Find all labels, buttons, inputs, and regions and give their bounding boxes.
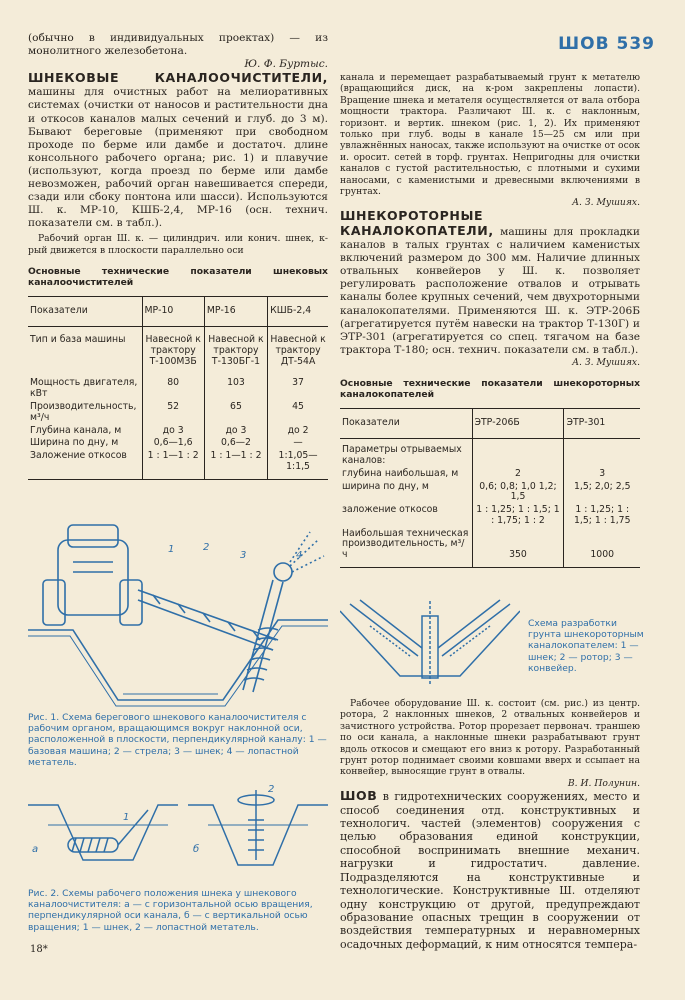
table-cell: 1 : 1,25; 1 : 1,5; 1 : 1,75; 1 : 2 bbox=[472, 504, 564, 528]
table-cell: Навесной к трактору Т-130БГ-1 bbox=[204, 327, 267, 369]
figure-label: 2 bbox=[203, 542, 210, 553]
figure-label: а bbox=[32, 844, 39, 855]
table-row bbox=[28, 437, 328, 450]
table-row bbox=[340, 468, 640, 481]
table-cell: заложение откосов bbox=[342, 504, 438, 516]
table-cell: 52 bbox=[142, 401, 204, 425]
article-signature: А. З. Мушиях. bbox=[572, 356, 640, 368]
table-cell: 3 bbox=[564, 468, 640, 481]
figure-label: 1 bbox=[123, 812, 130, 823]
table-cell: 1000 bbox=[564, 528, 640, 568]
table-row bbox=[28, 327, 328, 369]
table1-header: МР-16 bbox=[204, 297, 267, 327]
figure-1-drawing bbox=[28, 510, 328, 710]
table2-header-row bbox=[340, 409, 640, 439]
figure-3-drawing bbox=[340, 596, 520, 686]
article-paragraph: Рабочее оборудование Ш. к. состоит (см. рис.) из центр. ротора, 2 наклонных шнеков, 2 отвальных конвейеров и зачистного устройства. Ротор прорезает первонач. траншею по оси канала, а наклонные шнеки разрабатывают грунт вдоль откосов и смещают его вниз к ротору. Разработанный грунт ротор поднимает своими ковшами вверх и ссыпает на конвейер, выносящие грунт в отвалы. bbox=[340, 698, 640, 778]
table2 bbox=[340, 408, 640, 568]
table-cell: ширина по дну, м bbox=[342, 480, 429, 492]
table-cell: Ширина по дну, м bbox=[30, 437, 119, 449]
table-cell: до 2 bbox=[268, 425, 328, 438]
table-cell: Мощность двигателя, кВт bbox=[30, 377, 138, 400]
table-row bbox=[340, 439, 640, 468]
table-cell: Тип и база машины bbox=[30, 334, 126, 346]
table1 bbox=[28, 296, 328, 480]
article-signature: А. З. Мушиях. bbox=[572, 197, 640, 209]
left-column bbox=[28, 32, 328, 480]
table-cell: 1 : 1—1 : 2 bbox=[204, 450, 267, 479]
figure-2-drawing bbox=[28, 780, 328, 880]
table-cell: Заложение откосов bbox=[28, 450, 142, 479]
table-cell: 350 bbox=[472, 528, 564, 568]
table1-header: КШБ-2,4 bbox=[268, 297, 328, 327]
table-cell: 0,6—2 bbox=[204, 437, 267, 450]
article-paragraph-2: Рабочий орган Ш. к. — цилиндрич. или конич. шнек, к-рый движется в плоскости параллельно оси bbox=[28, 233, 328, 256]
figure-label: 2 bbox=[268, 784, 275, 795]
table-cell: 1 : 1,25; 1 : 1,5; 1 : 1,75 bbox=[564, 504, 640, 528]
figure-3-caption: Схема разработки грунта шнекороторным каналокопателем: 1 — шнек; 2 — ротор; 3 — конвейер. bbox=[528, 618, 644, 674]
table-cell: до 3 bbox=[142, 425, 204, 438]
table2-header: ЭТР-301 bbox=[564, 409, 640, 439]
table2-header: ЭТР-206Б bbox=[472, 409, 564, 439]
table-cell: 1,5; 2,0; 2,5 bbox=[564, 481, 640, 505]
article-heading: ШНЕКОВЫЕ КАНАЛООЧИСТИТЕЛИ, bbox=[28, 70, 328, 86]
right-column-bottom bbox=[340, 698, 640, 951]
article-signature: В. И. Полунин. bbox=[567, 777, 640, 789]
table-row bbox=[28, 450, 328, 479]
article-heading: ШНЕКОРОТОРНЫЕ КАНАЛОКОПАТЕЛИ, bbox=[340, 207, 494, 238]
table-row bbox=[340, 481, 640, 505]
intro-paragraph: (обычно в индивидуальных проектах) — из монолитного железобетона. bbox=[28, 32, 328, 58]
table-cell: Навесной к трактору ДТ-54А bbox=[268, 327, 328, 369]
article-continuation: канала и перемещает разрабатываемый грунт к метателю (вращающийся диск, на к-ром закреплены лопасти). Вращение шнека и метателя осуществляется от вала отбора мощности трактора. Различают Ш. к. с наклонным, горизонт. и вертик. шнеком (рис. 1, 2). Их применяют только при глуб. воды в канале 15—25 см или при увлажнённых наносах, также используют на очистке от осок и. оросит. сетей в торф. грунтах. Непригодны для очистки каналов с густой растительностью, с плотными и сухими наносами, с каменистыми и древесными включениями в грунтах. bbox=[340, 72, 640, 198]
table-cell: Производительность, м³/ч bbox=[30, 401, 137, 423]
figure-label: 3 bbox=[240, 550, 247, 561]
table1-title: Основные технические показатели шнековых каналоочистителей bbox=[28, 266, 328, 289]
figure-2-caption: Рис. 2. Схемы рабочего положения шнека у шнекового каналоочистителя: а — с горизонтальной осью вращения, перпендикулярной оси канала, б — с вертикальной осью вращения; 1 — шнек, 2 — лопастной метатель. bbox=[28, 888, 313, 933]
table-row bbox=[28, 425, 328, 438]
intro-signature: Ю. Ф. Буртыс. bbox=[244, 58, 328, 71]
intro-text bbox=[28, 32, 328, 71]
table-cell: Глубина канала, м bbox=[30, 424, 122, 436]
table1-header: МР-10 bbox=[142, 297, 204, 327]
table1-header-row bbox=[28, 297, 328, 327]
article-paragraph: в гидротехнических сооружениях, место и способ соединения отд. конструктивных и технологич. частей (элементов) сооружения с целью образования единой конструкции, способной воспринимать внешние механич. нагрузки и гидростатич. давление. Подразделяются на конструктивные и технологические. Конструктивные Ш. отделяют одну конструкцию от другой, предупреждают образование опасных трещин в сооружении от воздействия температурных и неравномерных осадочных деформаций, к ним относятся темпера- bbox=[340, 790, 640, 951]
table-cell: Навесной к трактору Т-100МЗБ bbox=[142, 327, 204, 369]
article-seam bbox=[340, 789, 640, 951]
article-screw-cleaners bbox=[28, 71, 328, 230]
table-cell bbox=[472, 439, 564, 468]
table-cell: — bbox=[268, 437, 328, 450]
table-row bbox=[28, 401, 328, 425]
article-screw-rotor-excavators bbox=[340, 209, 640, 357]
table-cell: 80 bbox=[142, 368, 204, 401]
page-header: ШОВ 539 bbox=[558, 34, 655, 54]
table-cell: 1 : 1—1 : 2 bbox=[142, 450, 204, 479]
right-column bbox=[340, 72, 640, 568]
table-cell: 103 bbox=[204, 368, 267, 401]
table-cell: Наибольшая техническая производительность, м³/ч bbox=[340, 528, 472, 568]
table-cell: до 3 bbox=[204, 425, 267, 438]
table-cell: 65 bbox=[204, 401, 267, 425]
table2-header: Показатели bbox=[340, 409, 472, 439]
article-heading: ШОВ bbox=[340, 788, 378, 804]
table-cell: глубина наибольшая, м bbox=[342, 467, 459, 479]
table-cell bbox=[564, 439, 640, 468]
table1-header: Показатели bbox=[28, 297, 142, 327]
table-cell: 2 bbox=[472, 468, 564, 481]
figure-label: 4 bbox=[296, 550, 303, 561]
page-number: 18* bbox=[30, 944, 48, 955]
table-cell: 37 bbox=[268, 368, 328, 401]
table-row bbox=[28, 368, 328, 401]
table-cell: 0,6; 0,8; 1,0 1,2; 1,5 bbox=[472, 481, 564, 505]
figure-1-caption: Рис. 1. Схема берегового шнекового каналоочистителя с рабочим органом, вращающимся вокруг наклонной оси, расположенной в плоскости, перпендикулярной каналу: 1 — базовая машина; 2 — стрела; 3 — шнек; 4 — лопастной метатель. bbox=[28, 712, 327, 768]
figure-label: 1 bbox=[168, 544, 175, 555]
figure-label: б bbox=[193, 844, 200, 855]
table-cell: Параметры отрываемых каналов: bbox=[342, 444, 462, 466]
table-row bbox=[340, 504, 640, 528]
table-cell: 1:1,05—1:1,5 bbox=[268, 450, 328, 479]
table-row bbox=[340, 528, 640, 568]
article-paragraph: машины для очистных работ на мелиоративных системах (очистки от наносов и растительности дна и откосов каналов малых сечений и глуб. до 3 м). Бывают береговые (применяют при свободном проходе по берме или дамбе и достаточ. длине консольного рабочего органа; рис. 1) и плавучие (используют, когда проезд по берме или дамбе невозможен, рабочий орган навешивается спереди, сзади или сбоку понтона или шасси). Используются Ш. к. МР-10, КШБ-2,4, МР-16 (осн. технич. показатели см. в табл.). bbox=[28, 86, 328, 230]
table-cell: 0,6—1,6 bbox=[142, 437, 204, 450]
table-cell: 45 bbox=[268, 401, 328, 425]
article-paragraph: машины для прокладки каналов в талых грунтах с наличием каменистых включений размером до 300 мм. Наличие длинных отвальных конвейеров у Ш. к. позволяет регулировать расположение отвалов и отрывать каналы более крупных сечений, чем двухроторными каналокопателями. Применяются Ш. к. ЭТР-206Б (агрегатируется путём навески на трактор Т-130Г) и ЭТР-301 (агрегатируется со спец. тягачом на базе трактора Т-180; осн. технич. показатели см. в табл.). bbox=[340, 225, 640, 356]
table2-title: Основные технические показатели шнекороторных каналокопателей bbox=[340, 378, 640, 401]
